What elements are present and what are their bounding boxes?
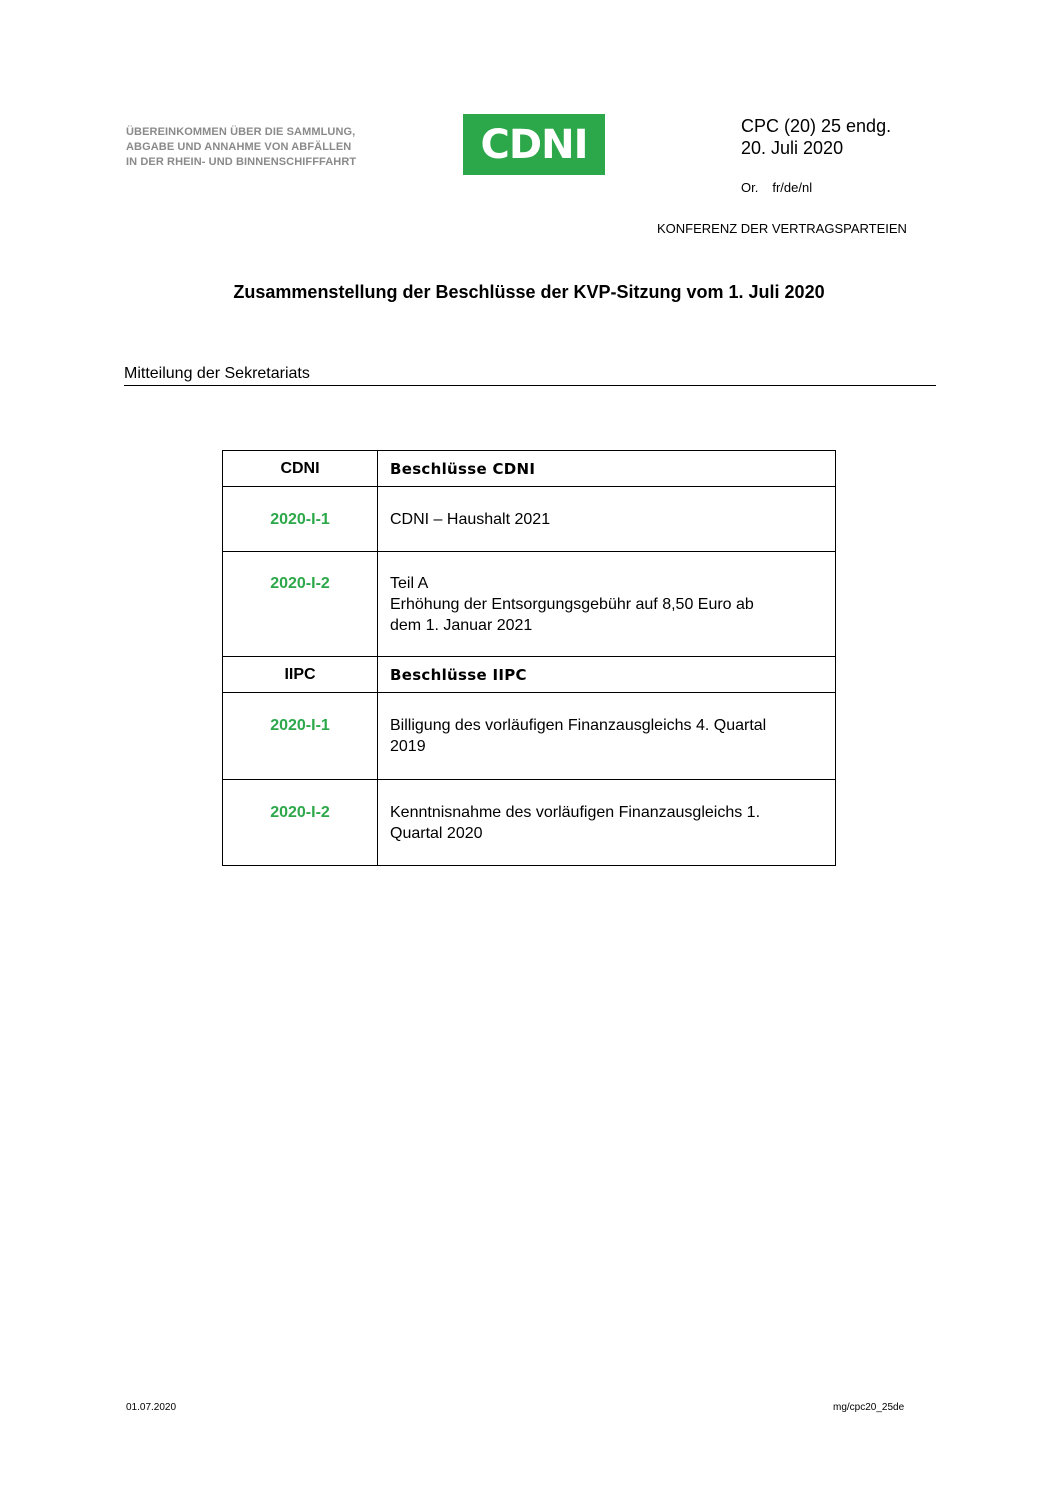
decision-row <box>223 552 836 657</box>
original-languages <box>741 180 812 195</box>
decision-line: 2019 <box>390 738 426 755</box>
decision-id: 2020-I-2 <box>270 804 330 821</box>
decision-text <box>390 693 835 757</box>
decision-id: 2020-I-1 <box>270 717 330 734</box>
section-header-row <box>223 451 836 487</box>
original-label: Or. <box>741 180 759 195</box>
org-line: ABGABE UND ANNAHME VON ABFÄLLEN <box>126 141 352 153</box>
secretariat-notice: Mitteilung der Sekretariats <box>124 364 936 386</box>
decision-line: Erhöhung der Entsorgungsgebühr auf 8,50 Euro ab <box>390 596 754 613</box>
org-line: IN DER RHEIN- UND BINNENSCHIFFFAHRT <box>126 156 357 168</box>
page-title: Zusammenstellung der Beschlüsse der KVP-Sitzung vom 1. Juli 2020 <box>233 282 825 302</box>
decision-line: Billigung des vorläufigen Finanzausgleichs 4. Quartal <box>390 717 767 734</box>
original-langs: fr/de/nl <box>772 180 813 195</box>
decision-row <box>223 487 836 552</box>
doc-ref: CPC (20) 25 endg. <box>741 116 892 136</box>
organization-name <box>126 125 416 170</box>
section-code: CDNI <box>223 451 378 487</box>
doc-date: 20. Juli 2020 <box>741 138 844 158</box>
conference-label: KONFERENZ DER VERTRAGSPARTEIEN <box>657 221 907 236</box>
decision-line: dem 1. Januar 2021 <box>390 617 533 634</box>
decision-line: Kenntnisnahme des vorläufigen Finanzausgleichs 1. <box>390 804 761 821</box>
decision-line: Quartal 2020 <box>390 825 483 842</box>
section-heading: Beschlüsse CDNI <box>378 451 836 487</box>
document-reference <box>741 115 891 159</box>
section-header-row <box>223 657 836 693</box>
section-code: IIPC <box>223 657 378 693</box>
decision-id: 2020-I-2 <box>270 575 330 592</box>
footer-file-ref: mg/cpc20_25de <box>833 1402 905 1413</box>
section-heading: Beschlüsse IIPC <box>378 657 836 693</box>
decision-line: CDNI – Haushalt 2021 <box>390 511 551 528</box>
decision-row <box>223 693 836 780</box>
decision-text <box>390 487 835 530</box>
decision-row <box>223 780 836 866</box>
decisions-table <box>222 450 836 866</box>
decision-text <box>390 552 835 636</box>
cdni-logo: CDNI <box>463 114 605 175</box>
org-line: ÜBEREINKOMMEN ÜBER DIE SAMMLUNG, <box>126 126 356 138</box>
footer-date: 01.07.2020 <box>126 1402 177 1413</box>
decision-line: Teil A <box>390 575 429 592</box>
decision-text <box>390 780 835 844</box>
decision-id: 2020-I-1 <box>270 511 330 528</box>
